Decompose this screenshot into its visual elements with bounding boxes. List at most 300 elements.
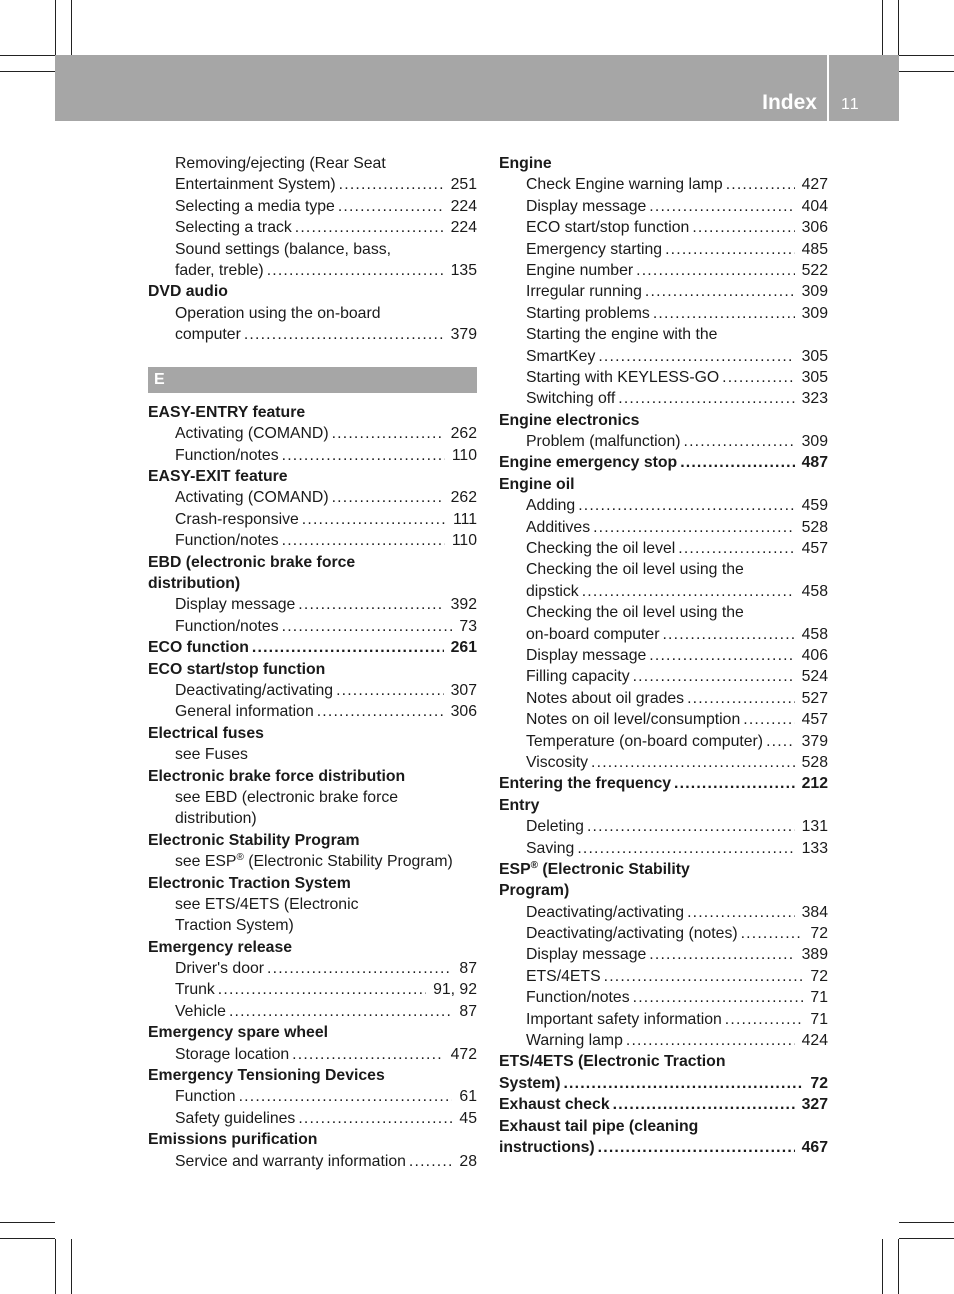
- index-subentry: [499, 688, 828, 709]
- registered-mark: ®: [236, 852, 244, 864]
- index-subentry: [148, 174, 477, 195]
- entry-label: Driver's door: [175, 960, 265, 978]
- page-reference[interactable]: 404: [801, 197, 828, 215]
- entry-text: [175, 1044, 289, 1065]
- crop-mark: [882, 0, 883, 55]
- entry-text: [526, 752, 588, 773]
- page-reference[interactable]: 224: [450, 219, 477, 237]
- dot-leader: [653, 303, 795, 324]
- entry-text: [175, 1001, 226, 1022]
- entry-text: [148, 575, 240, 592]
- page-reference[interactable]: 28: [459, 1152, 477, 1170]
- page-reference[interactable]: 72: [810, 967, 828, 985]
- page-reference[interactable]: 524: [801, 668, 828, 686]
- entry-label: Adding: [526, 497, 576, 515]
- entry-text: [526, 303, 650, 324]
- entry-label: Exhaust check: [499, 1096, 610, 1114]
- index-subentry: [499, 731, 828, 752]
- index-subentry: [148, 894, 477, 915]
- entry-text: [526, 495, 575, 516]
- page-reference[interactable]: 309: [801, 304, 828, 322]
- dot-leader: [687, 902, 795, 923]
- index-subentry: [148, 487, 477, 508]
- index-subentry: [499, 559, 828, 580]
- entry-text: [175, 616, 279, 637]
- entry-text: [526, 388, 615, 409]
- entry-label: Function/notes: [175, 446, 279, 464]
- index-subentry: [148, 915, 477, 936]
- entry-text: [148, 404, 305, 421]
- entry-text: [175, 305, 381, 322]
- entry-label: Additives: [526, 518, 591, 536]
- entry-label: Switching off: [526, 390, 616, 408]
- entry-text: [175, 680, 333, 701]
- entry-text: [499, 452, 677, 473]
- entry-label: Electronic brake force distribution: [148, 767, 406, 785]
- index-subentry: [148, 744, 477, 765]
- entry-text: [148, 939, 292, 956]
- dot-leader: [317, 701, 444, 722]
- entry-label: Display message: [526, 946, 647, 964]
- entry-label: Starting problems: [526, 304, 650, 322]
- entry-text: [148, 875, 351, 892]
- entry-text: [175, 1086, 236, 1107]
- dot-leader: [741, 923, 804, 944]
- entry-label: Important safety information: [526, 1010, 722, 1028]
- entry-text: [526, 1030, 623, 1051]
- entry-text: [499, 1137, 595, 1158]
- page-number: 11: [841, 96, 860, 113]
- entry-label: Irregular running: [526, 283, 642, 301]
- page-reference[interactable]: 110: [451, 532, 477, 550]
- entry-label: ECO function: [148, 639, 249, 657]
- entry-text: [526, 666, 630, 687]
- entry-text: [148, 1024, 328, 1041]
- entry-text: [526, 838, 574, 859]
- entry-label: ESP: [499, 860, 531, 878]
- entry-text: [148, 468, 288, 485]
- entry-text: [526, 538, 675, 559]
- crop-mark: [55, 1239, 56, 1294]
- index-entry-heading: [148, 766, 477, 787]
- crop-mark: [898, 1239, 899, 1294]
- index-subentry: [499, 709, 828, 730]
- entry-label: Vehicle: [175, 1002, 226, 1020]
- entry-text: [148, 725, 264, 742]
- index-subentry: [499, 624, 828, 645]
- index-entry-heading: [148, 1065, 477, 1086]
- entry-text: [175, 853, 453, 870]
- entry-text: [148, 1131, 317, 1148]
- page-reference[interactable]: 61: [459, 1088, 477, 1106]
- index-subentry: [148, 851, 477, 872]
- dot-leader: [298, 594, 443, 615]
- entry-label: Program): [499, 882, 570, 900]
- index-subentry: [148, 1001, 477, 1022]
- index-subentry: [148, 701, 477, 722]
- entry-text: [526, 944, 646, 965]
- page-reference[interactable]: 71: [810, 989, 828, 1007]
- index-subentry: [499, 666, 828, 687]
- index-entry-heading: [499, 1137, 828, 1158]
- index-entry-heading: [148, 723, 477, 744]
- dot-leader: [626, 1030, 795, 1051]
- entry-text: [175, 487, 329, 508]
- dot-leader: [633, 987, 804, 1008]
- crop-mark: [899, 1222, 954, 1223]
- entry-label: Activating (COMAND): [175, 489, 329, 507]
- entry-label: see EBD (electronic brake force: [175, 788, 399, 806]
- page-reference[interactable]: 527: [801, 689, 828, 707]
- page-reference[interactable]: 87: [459, 1002, 477, 1020]
- crop-mark: [882, 1239, 883, 1294]
- index-subentry: [148, 324, 477, 345]
- page-reference[interactable]: 45: [459, 1109, 477, 1127]
- page-reference[interactable]: 305: [801, 368, 828, 386]
- dot-leader: [613, 1094, 795, 1115]
- entry-text: [175, 958, 264, 979]
- entry-label: fader, treble): [175, 261, 264, 279]
- dot-leader: [649, 196, 794, 217]
- dot-leader: [267, 260, 444, 281]
- entry-text: [175, 509, 299, 530]
- entry-label: Trunk: [175, 981, 215, 999]
- dot-leader: [587, 816, 795, 837]
- index-subentry: [499, 324, 828, 345]
- index-entry-heading: [499, 859, 828, 880]
- dot-leader: [229, 1001, 452, 1022]
- dot-leader: [674, 773, 795, 794]
- page-reference[interactable]: 87: [459, 960, 477, 978]
- index-subentry: [148, 509, 477, 530]
- entry-label: Function/notes: [526, 989, 630, 1007]
- index-subentry: [499, 239, 828, 260]
- page-reference[interactable]: 262: [450, 425, 477, 443]
- page-reference[interactable]: 305: [801, 347, 828, 365]
- entry-label: Checking the oil level using the: [526, 561, 744, 579]
- dot-leader: [662, 624, 794, 645]
- entry-text: [526, 239, 662, 260]
- entry-label: Operation using the on-board: [175, 304, 381, 322]
- entry-text: [148, 554, 355, 571]
- entry-label: EBD (electronic brake force: [148, 553, 356, 571]
- entry-text: [175, 241, 391, 258]
- page-reference[interactable]: 133: [801, 839, 828, 857]
- entry-text: [526, 217, 689, 238]
- entry-label: Starting with KEYLESS-GO: [526, 368, 720, 386]
- dot-leader: [302, 509, 446, 530]
- dot-leader: [563, 1073, 803, 1094]
- index-column-right: [499, 153, 828, 1158]
- dot-leader: [649, 944, 794, 965]
- registered-mark: ®: [530, 859, 538, 871]
- entry-text: [526, 645, 646, 666]
- entry-text: [499, 1053, 725, 1070]
- page-reference[interactable]: 73: [459, 617, 477, 635]
- entry-label: Emergency spare wheel: [148, 1024, 328, 1042]
- entry-text: [175, 324, 241, 345]
- index-entry-heading: [148, 466, 477, 487]
- entry-text: [499, 412, 639, 429]
- page-reference[interactable]: 379: [801, 732, 828, 750]
- entry-label: Selecting a media type: [175, 197, 335, 215]
- crop-mark: [899, 71, 954, 72]
- index-subentry: [148, 260, 477, 281]
- crop-mark: [899, 1238, 954, 1239]
- entry-label: Removing/ejecting (Rear Seat: [175, 155, 386, 172]
- dot-leader: [680, 452, 794, 473]
- dot-leader: [593, 517, 795, 538]
- dot-leader: [604, 966, 804, 987]
- entry-text: [175, 530, 279, 551]
- page-reference[interactable]: 111: [452, 510, 477, 528]
- index-subentry: [499, 196, 828, 217]
- page-reference[interactable]: 472: [450, 1045, 477, 1063]
- entry-label: Emergency release: [148, 938, 293, 956]
- index-entry-heading: [499, 795, 828, 816]
- index-subentry: [499, 388, 828, 409]
- entry-label: Deactivating/activating: [526, 903, 685, 921]
- entry-label: dipstick: [526, 582, 579, 600]
- entry-text: [175, 594, 295, 615]
- entry-text: [175, 1151, 406, 1172]
- page-reference[interactable]: 406: [801, 646, 828, 664]
- entry-text: [526, 260, 633, 281]
- entry-label: Check Engine warning lamp: [526, 176, 723, 194]
- entry-text: [526, 517, 590, 538]
- dot-leader: [618, 388, 794, 409]
- index-subentry: [148, 445, 477, 466]
- index-entry-heading: [148, 402, 477, 423]
- page-reference[interactable]: 392: [450, 596, 477, 614]
- entry-label: Problem (malfunction): [526, 433, 681, 451]
- page-reference[interactable]: 212: [801, 775, 828, 793]
- index-subentry: [148, 808, 477, 829]
- index-subentry: [499, 431, 828, 452]
- entry-text: [499, 882, 569, 899]
- entry-text: [499, 773, 671, 794]
- entry-label: Selecting a track: [175, 219, 292, 237]
- entry-label: distribution): [175, 810, 257, 828]
- section-letter-bar: E: [148, 367, 477, 393]
- index-subentry: [148, 1086, 477, 1107]
- entry-label: EASY-EXIT feature: [148, 468, 288, 486]
- page-reference[interactable]: 427: [801, 176, 828, 194]
- entry-label: instructions): [499, 1138, 595, 1156]
- index-subentry: [148, 958, 477, 979]
- entry-label: Entertainment System): [175, 176, 336, 194]
- entry-label: General information: [175, 703, 314, 721]
- entry-label: Saving: [526, 839, 575, 857]
- page-reference[interactable]: 135: [450, 261, 477, 279]
- page-reference[interactable]: 131: [801, 818, 828, 836]
- dot-leader: [338, 196, 444, 217]
- entry-text: [148, 283, 228, 300]
- page-reference[interactable]: 224: [450, 197, 477, 215]
- page-reference[interactable]: 467: [801, 1138, 828, 1156]
- dot-leader: [252, 637, 444, 658]
- index-subentry: [148, 594, 477, 615]
- entry-text: [175, 1108, 295, 1129]
- entry-text: [175, 746, 248, 763]
- entry-label: Crash-responsive: [175, 510, 299, 528]
- entry-text: [526, 816, 584, 837]
- page-reference[interactable]: 306: [450, 703, 477, 721]
- index-subentry: [148, 530, 477, 551]
- index-entry-heading: [148, 1129, 477, 1150]
- entry-label: Sound settings (balance, bass,: [175, 240, 392, 258]
- page-reference[interactable]: 327: [801, 1096, 828, 1114]
- entry-label: Function/notes: [175, 617, 279, 635]
- index-subentry: [148, 303, 477, 324]
- entry-label: ECO start/stop function: [148, 660, 326, 678]
- page-reference[interactable]: 307: [450, 681, 477, 699]
- page-title: Index: [762, 91, 817, 114]
- index-entry-heading: [499, 410, 828, 431]
- entry-label: Engine: [499, 155, 552, 172]
- entry-text: [499, 155, 552, 172]
- entry-label: Emergency starting: [526, 240, 663, 258]
- page-reference[interactable]: 261: [450, 639, 477, 657]
- page-reference[interactable]: 389: [801, 946, 828, 964]
- index-entry-heading: [148, 637, 477, 658]
- dot-leader: [282, 445, 445, 466]
- index-subentry: [499, 966, 828, 987]
- page-reference[interactable]: 379: [450, 326, 477, 344]
- page-reference[interactable]: 323: [801, 390, 828, 408]
- index-entry-heading: [148, 659, 477, 680]
- page-reference[interactable]: 72: [810, 1074, 828, 1092]
- entry-text: [526, 604, 744, 621]
- page-reference[interactable]: 262: [450, 489, 477, 507]
- entry-text: [526, 624, 659, 645]
- entry-label: ECO start/stop function: [526, 219, 690, 237]
- entry-label: see Fuses: [175, 746, 248, 764]
- page-reference[interactable]: 71: [810, 1010, 828, 1028]
- entry-label: Notes about oil grades: [526, 689, 685, 707]
- page-reference[interactable]: 72: [810, 925, 828, 943]
- dot-leader: [298, 1108, 452, 1129]
- index-entry-heading: [499, 1116, 828, 1137]
- dot-leader: [598, 346, 794, 367]
- index-subentry: [148, 153, 477, 174]
- page-reference[interactable]: 424: [801, 1032, 828, 1050]
- entry-text: [526, 196, 646, 217]
- index-subentry: [499, 987, 828, 1008]
- entry-text: [175, 196, 335, 217]
- crop-mark: [899, 55, 954, 56]
- index-entry-heading: [148, 573, 477, 594]
- entry-text: [526, 174, 723, 195]
- dot-leader: [766, 731, 795, 752]
- index-entry-heading: [499, 153, 828, 174]
- page-reference[interactable]: 459: [801, 497, 828, 515]
- page-reference[interactable]: 309: [801, 433, 828, 451]
- entry-text: [148, 1067, 385, 1084]
- page-reference[interactable]: 485: [801, 240, 828, 258]
- entry-label: Exhaust tail pipe (cleaning: [499, 1117, 699, 1135]
- index-entry-heading: [499, 880, 828, 901]
- page-reference[interactable]: 528: [801, 753, 828, 771]
- page-reference[interactable]: 457: [801, 540, 828, 558]
- index-entry-heading: [499, 474, 828, 495]
- entry-label: Traction System): [175, 917, 294, 935]
- entry-text: [175, 789, 398, 806]
- entry-label: Engine number: [526, 261, 634, 279]
- page-reference[interactable]: 457: [801, 711, 828, 729]
- crop-mark: [71, 1239, 72, 1294]
- entry-label: Storage location: [175, 1045, 290, 1063]
- entry-text: [526, 966, 601, 987]
- entry-text: [526, 923, 738, 944]
- dot-leader: [678, 538, 794, 559]
- entry-text: [175, 217, 292, 238]
- entry-label: DVD audio: [148, 283, 228, 301]
- entry-text: [148, 637, 249, 658]
- page-reference[interactable]: 458: [801, 625, 828, 643]
- index-subentry: [499, 281, 828, 302]
- entry-label: Service and warranty information: [175, 1152, 406, 1170]
- crop-mark: [0, 1238, 55, 1239]
- dot-leader: [577, 838, 794, 859]
- dot-leader: [649, 645, 794, 666]
- entry-text: [175, 917, 294, 934]
- index-subentry: [148, 787, 477, 808]
- index-subentry: [499, 1030, 828, 1051]
- page-reference[interactable]: 110: [451, 446, 477, 464]
- dot-leader: [282, 530, 445, 551]
- dot-leader: [665, 239, 795, 260]
- page-reference[interactable]: 522: [801, 261, 828, 279]
- page-reference[interactable]: 528: [801, 518, 828, 536]
- page-reference[interactable]: 487: [801, 454, 828, 472]
- entry-label: ETS/4ETS: [526, 967, 601, 985]
- crop-mark: [0, 71, 55, 72]
- entry-text: [175, 423, 329, 444]
- entry-label: Entering the frequency: [499, 775, 672, 793]
- entry-text: [175, 701, 314, 722]
- entry-label: Engine electronics: [499, 411, 640, 429]
- page-reference[interactable]: 458: [801, 582, 828, 600]
- dot-leader: [582, 581, 795, 602]
- entry-label: Viscosity: [526, 753, 589, 771]
- index-subentry: [148, 979, 477, 1000]
- page-reference[interactable]: 384: [801, 903, 828, 921]
- entry-text: [499, 1073, 560, 1094]
- entry-text: [175, 979, 215, 1000]
- page-header: [55, 55, 899, 121]
- index-entry-heading: [148, 552, 477, 573]
- dot-leader: [267, 958, 452, 979]
- page-reference[interactable]: 91, 92: [433, 981, 477, 999]
- page-reference[interactable]: 309: [801, 283, 828, 301]
- crop-mark: [55, 0, 56, 55]
- entry-label: Warning lamp: [526, 1032, 623, 1050]
- index-entry-heading: [148, 1022, 477, 1043]
- entry-text: [175, 155, 386, 172]
- page-reference[interactable]: 251: [450, 176, 477, 194]
- entry-label: see ETS/4ETS (Electronic: [175, 895, 359, 913]
- index-subentry: [499, 602, 828, 623]
- entry-label: Emergency Tensioning Devices: [148, 1067, 385, 1085]
- index-subentry: [499, 752, 828, 773]
- page-reference[interactable]: 306: [801, 219, 828, 237]
- dot-leader: [636, 260, 795, 281]
- entry-label: Display message: [526, 197, 647, 215]
- entry-label: Deleting: [526, 818, 584, 836]
- dot-leader: [244, 324, 444, 345]
- entry-label: Function/notes: [175, 532, 279, 550]
